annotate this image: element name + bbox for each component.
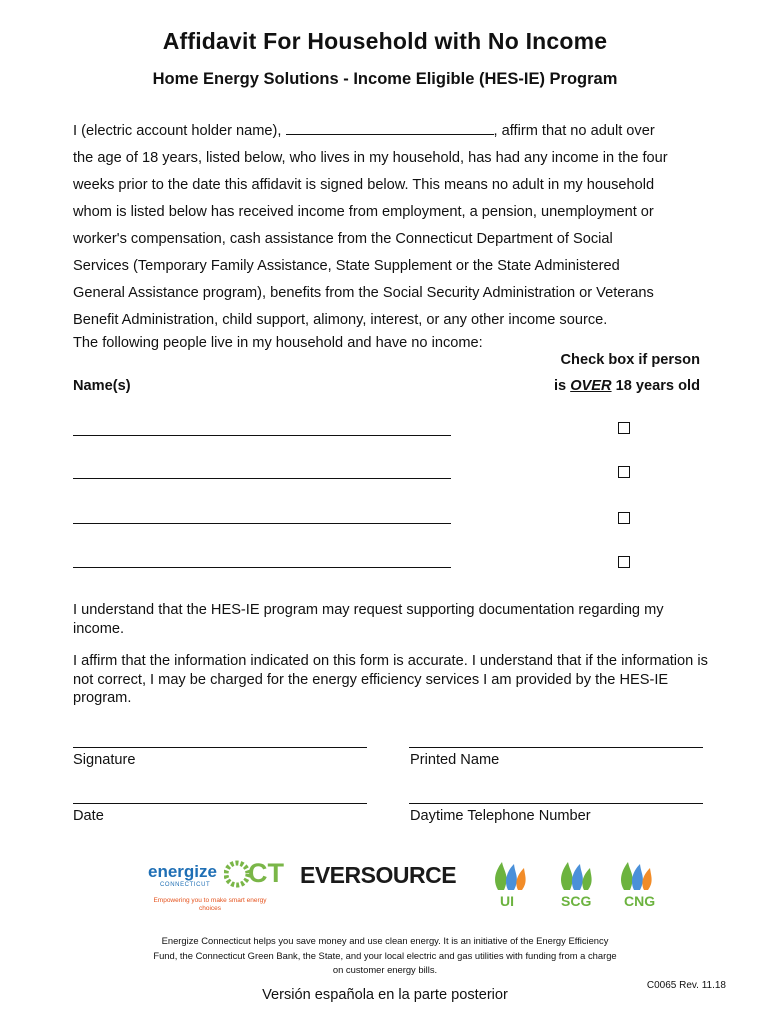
account-holder-name-field[interactable] [286, 122, 494, 135]
page-subtitle: Home Energy Solutions - Income Eligible (HES-IE) Program [152, 70, 618, 88]
over-18-checkbox-2[interactable] [618, 466, 630, 478]
energize-ct-text: CT [248, 858, 284, 888]
checkbox-column-header: Check box if person [560, 352, 700, 368]
checkbox-column-header-2 [520, 378, 700, 394]
affirmation-line: whom is listed below has received income from employment, a pension, unemployment or [73, 204, 654, 220]
ui-text: UI [500, 893, 514, 909]
eversource-text: EVERSOURCE [300, 862, 457, 888]
checkbox-header-prefix: is [553, 378, 571, 394]
printed-name-label: Printed Name [410, 752, 500, 768]
checkbox-header-suffix: 18 years old [611, 378, 700, 394]
household-intro: The following people live in my household and have no income: [73, 335, 483, 351]
names-column-header: Name(s) [73, 378, 131, 394]
over-18-checkbox-4[interactable] [618, 556, 630, 568]
checkbox-header-emphasis: OVER [570, 378, 612, 394]
signature-label: Signature [73, 752, 136, 768]
energize-word: energize [148, 862, 217, 881]
affirmation-line-1 [73, 118, 713, 145]
eversource-logo [300, 862, 457, 892]
affirmation-line: the age of 18 years, listed below, who lives in my household, has had any income in the four [73, 150, 668, 166]
affirmation-paragraph [73, 118, 713, 334]
ui-flame-icon [490, 856, 530, 892]
affirmation-line: weeks prior to the date this affidavit is signed below. This means no adult in my household [73, 177, 655, 193]
form-number: C0065 Rev. 11.18 [646, 980, 726, 991]
cng-text: CNG [624, 893, 656, 909]
affirmation-line: worker's compensation, cash assistance from the Connecticut Department of Social [73, 231, 613, 247]
cng-flame-icon [616, 856, 656, 892]
household-name-field-2[interactable] [73, 478, 451, 479]
signature-field[interactable] [73, 747, 367, 748]
energize-sub: CONNECTICUT [160, 882, 211, 888]
page-title: Affidavit For Household with No Income [162, 28, 608, 54]
affirmation-line: Benefit Administration, child support, alimony, interest, or any other income source. [73, 312, 608, 328]
date-field[interactable] [73, 803, 367, 804]
scg-logo [552, 856, 602, 914]
affirmation-line: Services (Temporary Family Assistance, State Supplement or the State Administered [73, 258, 620, 274]
cng-logo [612, 856, 662, 914]
date-label: Date [73, 808, 104, 824]
over-18-checkbox-3[interactable] [618, 512, 630, 524]
spanish-version-note: Versión española en la parte posterior [262, 987, 508, 1003]
household-name-field-1[interactable] [73, 435, 451, 436]
household-name-field-4[interactable] [73, 567, 451, 568]
phone-field[interactable] [409, 803, 703, 804]
energize-tagline: Empowering you to make smart energy choices [153, 897, 267, 912]
documentation-statement: I understand that the HES-IE program may request supporting documentation regarding my income. [73, 602, 664, 637]
ui-logo [488, 856, 532, 914]
affirmation-suffix: , affirm that no adult over [493, 123, 655, 139]
printed-name-field[interactable] [409, 747, 703, 748]
over-18-checkbox-1[interactable] [618, 422, 630, 434]
household-name-field-3[interactable] [73, 523, 451, 524]
energize-burst-icon [224, 860, 250, 888]
phone-label: Daytime Telephone Number [410, 808, 591, 824]
scg-text: SCG [561, 893, 592, 909]
footer-note: Energize Connecticut helps you save money and use clean energy. It is an initiative of the Energy Efficiency Fund, the Connecticut Green Bank, the State, and your local electric and gas utilities with funding from a charge on customer energy bills. [153, 935, 617, 975]
scg-flame-icon [556, 856, 596, 892]
accuracy-statement: I affirm that the information indicated on this form is accurate. I understand that if the information is not correct, I may be charged for the energy efficiency services I am provided by the HES-IE program. [73, 653, 708, 706]
affirmation-line: General Assistance program), benefits from the Social Security Administration or Veterans [73, 285, 654, 301]
energize-ct-logo [148, 858, 284, 896]
affirmation-prefix: I (electric account holder name), [73, 123, 282, 139]
